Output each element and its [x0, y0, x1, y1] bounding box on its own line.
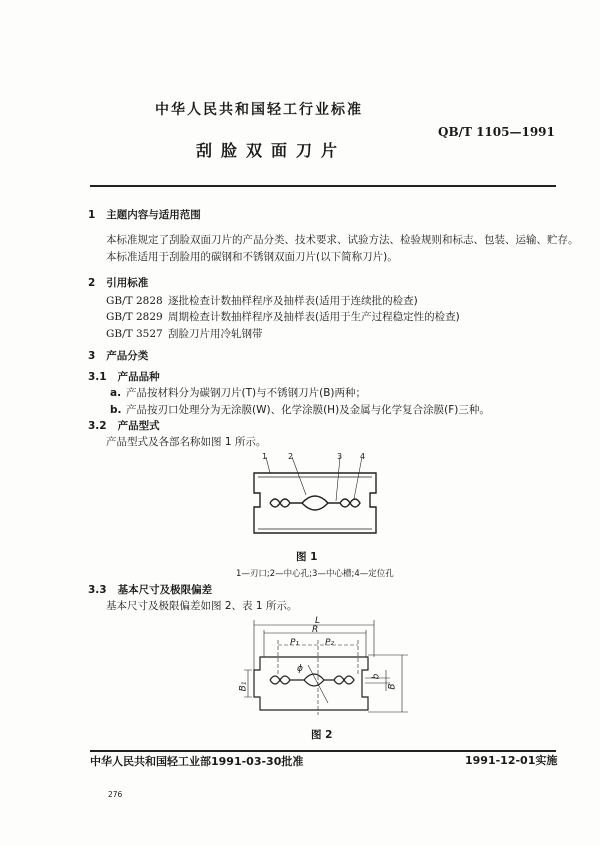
fig1-label-3: 3	[337, 452, 343, 461]
fig1-label-4: 4	[360, 452, 366, 461]
issuing-org: 中华人民共和国轻工行业标准	[155, 102, 363, 118]
figure-2-caption: 图 2	[311, 729, 333, 741]
approval-date: 中华人民共和国轻工业部1991-03-30批准	[90, 755, 304, 768]
dim-P1: P₁	[290, 638, 300, 648]
section-1-para-1: 本标准规定了刮脸双面刀片的产品分类、技术要求、试验方法、检验规则和标志、包装、运输、贮存。	[106, 234, 579, 246]
header-rule	[90, 185, 556, 187]
standard-code: QB/T 1105—1991	[438, 125, 555, 139]
dim-phi: ϕ	[297, 664, 303, 674]
section-3-3-heading: 3.3 基本尺寸及极限偏差	[88, 584, 213, 596]
section-3-2-heading: 3.2 产品型式	[88, 420, 160, 432]
dim-L: L	[315, 616, 321, 626]
footer-rule	[90, 750, 556, 752]
dim-b: b	[371, 673, 382, 680]
dim-R: R	[312, 625, 319, 635]
reference-item: GB/T 2828 逐批检查计数抽样程序及抽样表(适用于连续批的检查)	[106, 295, 418, 307]
fig1-label-2: 2	[288, 452, 294, 461]
section-2-heading: 2 引用标准	[88, 277, 149, 289]
figure-2-dimension-drawing	[240, 615, 415, 730]
figure-1-blade-drawing	[240, 455, 390, 550]
list-item: b. 产品按刃口处理分为无涂膜(W)、化学涂膜(H)及金属与化学复合涂膜(F)三种。	[110, 404, 490, 416]
dim-B: B	[387, 683, 398, 690]
section-1-heading: 1 主题内容与适用范围	[88, 209, 201, 221]
figure-1-legend: 1—刃口;2—中心孔;3—中心槽;4—定位孔	[236, 569, 394, 579]
dim-P2: P₂	[325, 638, 335, 648]
effective-date: 1991-12-01实施	[465, 754, 558, 767]
section-3-3-text: 基本尺寸及极限偏差如图 2、表 1 所示。	[106, 600, 298, 612]
list-item: a. 产品按材料分为碳钢刀片(T)与不锈钢刀片(B)两种；	[110, 387, 367, 399]
figure-1-caption: 图 1	[296, 551, 318, 563]
section-3-heading: 3 产品分类	[88, 350, 149, 362]
fig1-label-1: 1	[262, 452, 268, 461]
section-3-2-text: 产品型式及各部名称如图 1 所示。	[106, 436, 267, 448]
page-number: 276	[108, 790, 123, 799]
reference-item: GB/T 2829 周期检查计数抽样程序及抽样表(适用于生产过程稳定性的检查)	[106, 311, 460, 323]
section-1-para-2: 本标准适用于刮脸用的碳钢和不锈钢双面刀片(以下简称刀片)。	[106, 251, 398, 263]
dim-B1: B₁	[238, 681, 249, 692]
reference-item: GB/T 3527 刮脸刀片用冷轧钢带	[106, 328, 263, 340]
document-title: 刮脸双面刀片	[196, 141, 347, 160]
section-3-1-heading: 3.1 产品品种	[88, 371, 160, 383]
